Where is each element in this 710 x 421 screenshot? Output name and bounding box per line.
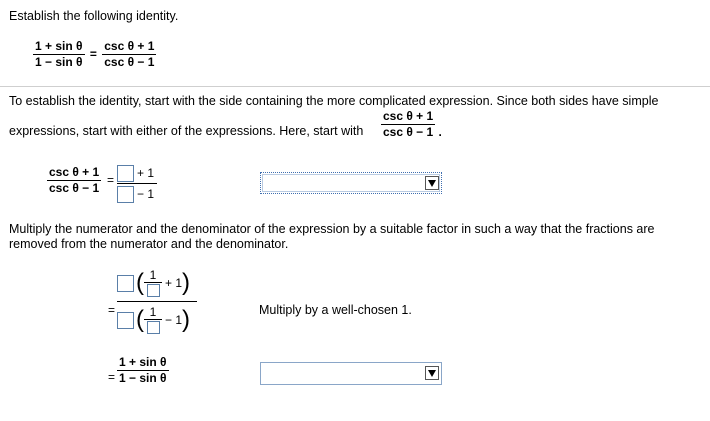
explanation-line-1: To establish the identity, start with the side containing the more complicated expression. Since both sides have simple xyxy=(9,94,659,108)
step3-result xyxy=(117,355,169,386)
step2-plus-one: + 1 xyxy=(165,276,183,290)
section-divider xyxy=(0,86,710,87)
multiply-line-2: removed from the numerator and the denominator. xyxy=(9,237,289,251)
step2-denominator-factor-input[interactable] xyxy=(117,312,134,329)
step1-equals: = xyxy=(107,173,115,187)
identity-lhs-fraction xyxy=(33,39,85,70)
step3-numerator: 1 + sin θ xyxy=(119,355,167,369)
step1-numerator-input[interactable] xyxy=(117,165,134,182)
step1-plus-one: + 1 xyxy=(137,166,155,180)
step2-minus-one: − 1 xyxy=(165,313,183,327)
left-paren: ( xyxy=(136,306,144,333)
step2-den-inner-one: 1 xyxy=(149,305,157,319)
step1-denominator-input[interactable] xyxy=(117,186,134,203)
step2-hint: Multiply by a well-chosen 1. xyxy=(259,303,412,317)
step3-fraction xyxy=(117,355,169,386)
step1-rhs-fraction xyxy=(117,164,157,203)
chevron-down-icon[interactable] xyxy=(425,366,439,380)
left-paren: ( xyxy=(136,269,144,296)
identity-rhs-fraction xyxy=(102,39,156,70)
fraction-bar xyxy=(117,301,197,302)
explanation-line-2: expressions, start with either of the expressions. Here, start with xyxy=(9,124,364,138)
step1-reason-dropdown[interactable] xyxy=(260,172,442,194)
step1-minus-one: − 1 xyxy=(137,187,155,201)
identity-lhs-numerator: 1 + sin θ xyxy=(35,39,83,53)
step2-numerator-factor-input[interactable] xyxy=(117,275,134,292)
identity-rhs-numerator: csc θ + 1 xyxy=(104,39,155,53)
problem-prompt: Establish the following identity. xyxy=(9,9,179,23)
step2-den-inner-fraction xyxy=(144,306,162,334)
right-paren: ) xyxy=(182,306,191,333)
fraction-bar xyxy=(117,183,157,184)
identity-equation xyxy=(33,39,156,70)
identity-lhs-denominator: 1 − sin θ xyxy=(35,55,83,69)
step2-denominator xyxy=(117,305,197,335)
step3-denominator: 1 − sin θ xyxy=(119,371,167,385)
start-expression xyxy=(381,109,442,140)
step1-numerator: csc θ + 1 xyxy=(49,165,100,179)
identity-rhs-denominator: csc θ − 1 xyxy=(104,55,155,69)
chevron-down-icon[interactable] xyxy=(425,176,439,190)
fraction-bar xyxy=(144,282,162,283)
step3-equals: = xyxy=(108,370,116,384)
multiply-line-1: Multiply the numerator and the denominator of the expression by a suitable factor in such a way that the fractions are xyxy=(9,222,655,236)
start-fraction xyxy=(381,109,435,140)
step3-reason-dropdown[interactable] xyxy=(260,362,442,385)
step2-den-inner-input[interactable] xyxy=(147,321,160,334)
step1-lhs xyxy=(47,165,101,196)
step1-fraction xyxy=(47,165,101,196)
start-numerator: csc θ + 1 xyxy=(383,109,434,123)
step2-num-inner-fraction xyxy=(144,269,162,297)
step2-fraction xyxy=(117,268,197,335)
step2-numerator xyxy=(117,268,197,298)
fraction-bar xyxy=(144,319,162,320)
start-denominator: csc θ − 1 xyxy=(383,125,434,139)
period: . xyxy=(438,125,442,139)
identity-equals: = xyxy=(89,47,97,61)
step2-num-inner-one: 1 xyxy=(149,268,157,282)
step2-num-inner-input[interactable] xyxy=(147,284,160,297)
right-paren: ) xyxy=(182,269,191,296)
step2-equals: = xyxy=(108,303,116,317)
step1-denominator: csc θ − 1 xyxy=(49,181,100,195)
